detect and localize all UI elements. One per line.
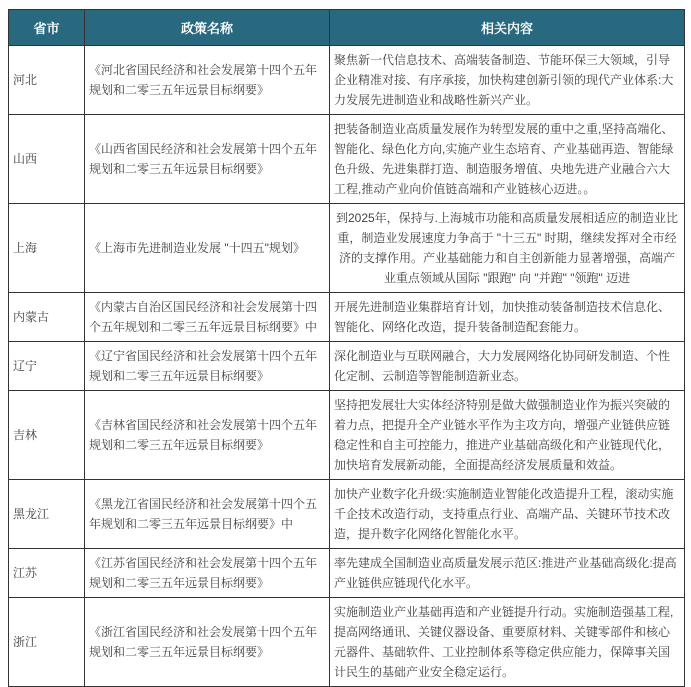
- province-cell: 浙江: [9, 598, 85, 687]
- content-cell: 率先建成全国制造业高质量发展示范区:推进产业基础高级化:提高产业链供应链现代化水平。: [330, 549, 685, 598]
- content-cell: 聚焦新一代信息技术、高端装备制造、节能环保三大领域，引导企业精准对接、有序承接，加快构建创新引领的现代产业体系:大力发展先进制造业和战略性新兴产业。: [330, 46, 685, 115]
- table-row-shanghai: [9, 204, 685, 293]
- province-cell: 内蒙古: [9, 293, 85, 342]
- province-cell: 黑龙江: [9, 480, 85, 549]
- table-row-jilin: [9, 391, 685, 480]
- content-cell: 到2025年，保持与.上海城市功能和高质量发展相适应的制造业比重，制造业发展速度力争高于 "十三五" 时期，继续发挥对全市经济的支撑作用。产业基础能力和自主创新能力显著增强，高端产业重点领域从国际 "跟跑" 向 "并跑" "领跑" 迈进: [330, 204, 685, 293]
- table-row-heilongjiang: [9, 480, 685, 549]
- province-cell: 山西: [9, 115, 85, 204]
- province-cell: 河北: [9, 46, 85, 115]
- policy-name-cell: 《黑龙江省国民经济和社会发展第十四个五年规划和二零三五年远景目标纲要》中: [85, 480, 330, 549]
- content-cell: 开展先进制造业集群培育计划，加快推动装备制造技术信息化、智能化、网络化改造，提升装备制造配套能力。: [330, 293, 685, 342]
- table-header-row: [9, 10, 685, 46]
- policy-name-cell: 《内蒙古自治区国民经济和社会发展第十四个五年规划和二零三五年远景目标纲要》中: [85, 293, 330, 342]
- content-cell: 把装备制造业高质量发展作为转型发展的重中之重,坚持高端化、智能化、绿色化方向,实施产业生态培育、产业基础再造、智能绿色升级、先进集群打造、制造服务增值、央地先进产业融合六大工程,推动产业向价值链高端和产业链核心迈进。。: [330, 115, 685, 204]
- policy-name-cell: 《浙江省国民经济和社会发展第十四个五年规划和二零三五年远景目标纲要》: [85, 598, 330, 687]
- province-cell: 上海: [9, 204, 85, 293]
- table-row-liaoning: [9, 342, 685, 391]
- policy-name-cell: 《吉林省国民经济和社会发展第十四个五年规划和二零三五年远景目标纲要》: [85, 391, 330, 480]
- policy-name-cell: 《江苏省国民经济和社会发展第十四个五年规划和二零三五年远景目标纲要》: [85, 549, 330, 598]
- province-cell: 辽宁: [9, 342, 85, 391]
- header-related-content: 相关内容: [330, 10, 685, 46]
- province-cell: 江苏: [9, 549, 85, 598]
- table-row-zhejiang: [9, 598, 685, 687]
- policy-name-cell: 《山西省国民经济和社会发展第十四个五年规划和二零三五年远景目标纲要》: [85, 115, 330, 204]
- policy-name-cell: 《辽宁省国民经济和社会发展第十四个五年规划和二零三五年远景目标纲要》: [85, 342, 330, 391]
- table-row-neimenggu: [9, 293, 685, 342]
- header-policy-name: 政策名称: [85, 10, 330, 46]
- content-cell: 加快产业数字化升级:实施制造业智能化改造提升工程，滚动实施千企技术改造行动，支持重点行业、高端产品、关键环节技术改造，提升数字化网络化智能化水平。: [330, 480, 685, 549]
- policy-name-cell: 《河北省国民经济和社会发展第十四个五年规划和二零三五年远景目标纲要》: [85, 46, 330, 115]
- header-province: 省市: [9, 10, 85, 46]
- content-cell: 实施制造业产业基础再造和产业链提升行动。实施制造强基工程,提高网络通讯、关键仪器设备、重要原材料、关键零部件和核心元器件、基础软件、工业控制体系等稳定供应能力，保障事关国计民生的基础产业安全稳定运行。: [330, 598, 685, 687]
- table-row-jiangsu: [9, 549, 685, 598]
- table-row-hebei: [9, 46, 685, 115]
- province-cell: 吉林: [9, 391, 85, 480]
- provincial-policy-table: [8, 9, 685, 687]
- policy-name-cell: 《上海市先进制造业发展 "十四五"规划》: [85, 204, 330, 293]
- content-cell: 坚持把发展壮大实体经济特别是做大做强制造业作为振兴突破的着力点，把提升全产业链水平作为主攻方向，增强产业链供应链稳定性和自主可控能力，推进产业基础高级化和产业链现代化，加快培育发展新动能，全面提高经济发展质量和效益。: [330, 391, 685, 480]
- table-row-shanxi: [9, 115, 685, 204]
- content-cell: 深化制造业与互联网融合，大力发展网络化协同研发制造、个性化定制、云制造等智能制造新业态。: [330, 342, 685, 391]
